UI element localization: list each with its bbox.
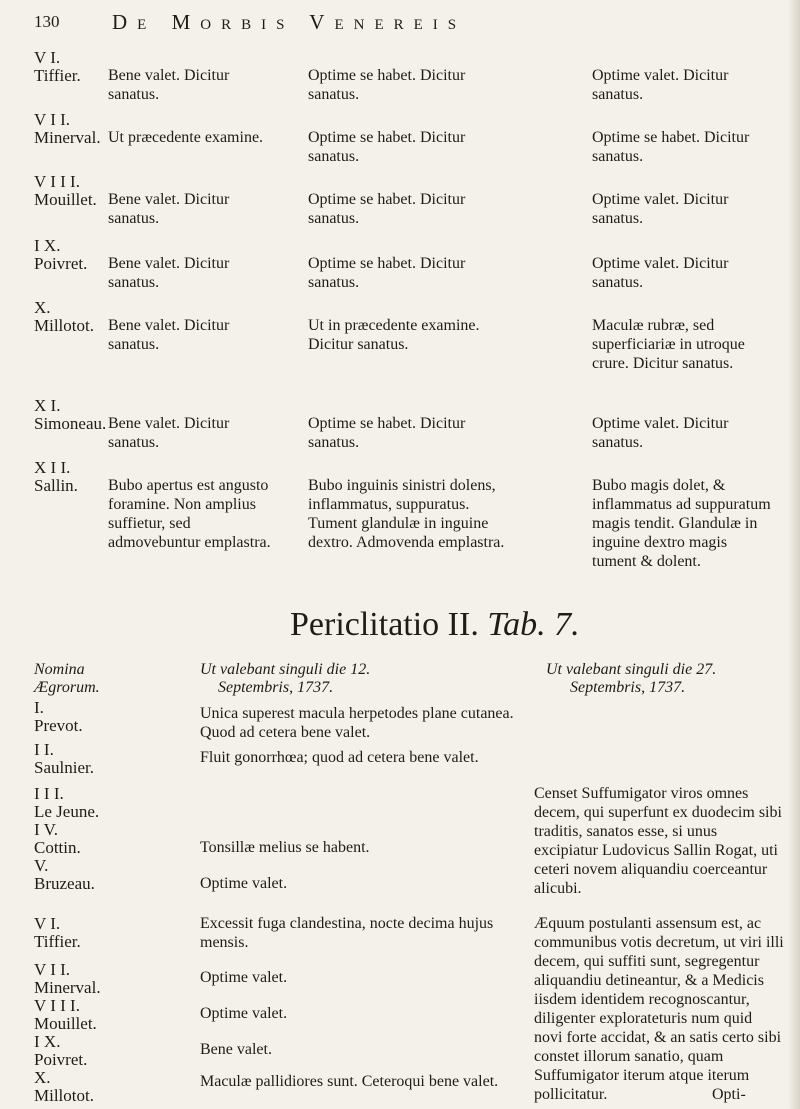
table-cell: Maculæ pallidiores sunt. Ceteroqui bene valet. [200,1073,499,1090]
table-cell: Optime valet. [200,1005,288,1022]
row-name: Mouillet. [34,1014,97,1033]
row-name: Poivret. [34,1050,88,1069]
row-number: I V. [34,820,58,839]
column-header-2: Ut valebant singuli die 27. [546,661,717,678]
table-cell: Optime valet. [200,969,288,986]
table-cell: Bene valet. Dicitur sanatus. [108,317,230,353]
row-name: Minerval. [34,978,101,997]
table-cell: Optime valet. Dicitur sanatus. [592,67,729,103]
row-number: X. [34,1068,51,1087]
row-number: I X. [34,1032,61,1051]
table-cell: Optime se habet. Dicitur sanatus. [308,255,466,291]
table-cell: Bubo magis dolet, & inflammatus ad suppuratum magis tendit. Glandulæ in inguine dextro magis tument & dolent. [592,477,771,570]
column-header-2b: Septembris, 1737. [570,679,686,696]
table-cell: Tonsillæ melius se habent. [200,839,370,856]
table-cell: Bubo apertus est angusto foramine. Non amplius suffietur, sed admovebuntur emplastra. [108,477,271,551]
table-cell: Fluit gonorrhœa; quod ad cetera bene valet. [200,749,479,766]
row-number: I I. [34,740,54,759]
row-name: Poivret. [34,254,88,273]
table-cell: Ut in præcedente examine. Dicitur sanatus. [308,317,480,353]
row-name: Sallin. [34,476,78,495]
table-cell: Optime valet. [200,875,288,892]
catchword: Opti- [712,1086,746,1103]
row-name: Millotot. [34,316,94,335]
section-heading [290,606,580,644]
table-cell: Optime valet. Dicitur sanatus. [592,255,729,291]
row-number: V I I. [34,110,71,129]
table-cell: Bene valet. [200,1041,272,1058]
row-number: V. [34,856,49,875]
table-cell: Optime valet. Dicitur sanatus. [592,191,729,227]
table-cell: Optime se habet. Dicitur sanatus. [308,415,466,451]
table-cell: Ut præcedente examine. [108,129,264,146]
row-number: I I I. [34,784,64,803]
row-name: Saulnier. [34,758,94,777]
table-ref: Tab. 7. [487,606,580,643]
column-header-1: Ut valebant singuli die 12. [200,661,371,678]
row-name: Mouillet. [34,190,97,209]
table-cell: Bene valet. Dicitur sanatus. [108,255,230,291]
row-name: Tiffier. [34,66,81,85]
running-title: De Morbis Venereis [112,10,467,34]
table-cell: Optime se habet. Dicitur sanatus. [592,129,750,165]
row-name: Millotot. [34,1086,94,1105]
column-header-1b: Septembris, 1737. [218,679,334,696]
table-cell: Bene valet. Dicitur sanatus. [108,67,230,103]
row-number: V I I. [34,960,71,979]
table-cell: Optime se habet. Dicitur sanatus. [308,129,466,165]
row-number: I. [34,698,44,717]
table-cell: Optime se habet. Dicitur sanatus. [308,67,466,103]
row-number: X. [34,298,51,317]
row-name: Bruzeau. [34,874,95,893]
row-name: Simoneau. [34,414,107,433]
table-cell: Bene valet. Dicitur sanatus. [108,415,230,451]
row-number: X I I. [34,458,71,477]
commentary-block: Æquum postulanti assensum est, ac communibus votis decretum, ut viri illi decem, qui suffiti sunt, segregentur aliquandiu detineantur, & a Medicis iisdem identidem recognoscantur, diligenter explorateturis num quid novi forte accidat, & an satis certo sibi constet illorum sanatio, quam Suffumigator iterum atque iterum pollicitatur. [534,915,784,1103]
row-number: V I. [34,48,61,67]
row-number: V I I I. [34,996,80,1015]
row-name: Prevot. [34,716,83,735]
row-number: I X. [34,236,61,255]
row-number: V I I I. [34,172,80,191]
table-cell: Optime valet. Dicitur sanatus. [592,415,729,451]
commentary-block: Censet Suffumigator viros omnes decem, qui superfunt ex duodecim sibi traditis, sanatos esse, si unus excipiatur Ludovicus Sallin Rogat, uti ceteri novem aliquandiu coerceantur alicubi. [534,785,782,897]
row-name: Tiffier. [34,932,81,951]
table-cell: Bene valet. Dicitur sanatus. [108,191,230,227]
row-number: V I. [34,914,61,933]
section-title: Periclitatio II. [290,606,479,643]
row-name: Minerval. [34,128,101,147]
table-cell: Optime se habet. Dicitur sanatus. [308,191,466,227]
table-cell: Excessit fuga clandestina, nocte decima hujus mensis. [200,915,494,951]
table-cell: Unica superest macula herpetodes plane cutanea. Quod ad cetera bene valet. [200,705,514,741]
page-number: 130 [34,12,60,31]
page-edge-shadow [788,0,800,1109]
row-name: Le Jeune. [34,802,100,821]
names-header-2: Ægrorum. [34,679,100,696]
names-header: Nomina [34,661,85,678]
row-name: Cottin. [34,838,81,857]
table-cell: Bubo inguinis sinistri dolens, inflammatus, suppuratus. Tument glandulæ in inguine dextro. Admovenda emplastra. [308,477,505,551]
row-number: X I. [34,396,61,415]
table-cell: Maculæ rubræ, sed superficiariæ in utroque crure. Dicitur sanatus. [592,317,745,372]
